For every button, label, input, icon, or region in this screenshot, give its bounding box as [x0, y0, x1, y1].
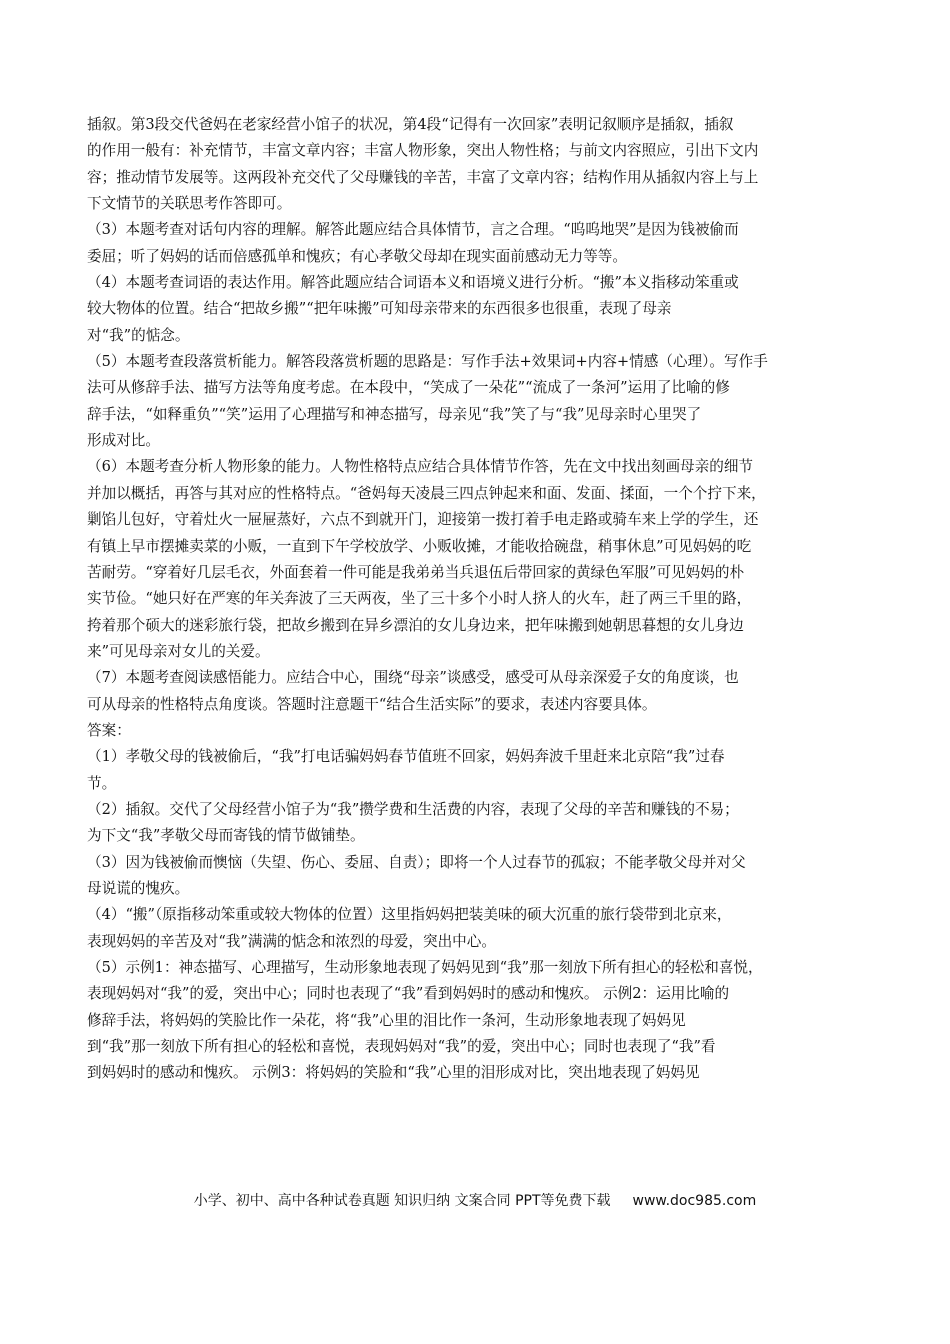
text-line: 来”可见母亲对女儿的关爱。 — [87, 642, 270, 660]
text-line: 容；推动情节发展等。这两段补充交代了父母赚钱的辛苦，丰富了文章内容；结构作用从插叙内容上与上 — [87, 168, 759, 186]
text-line: （7）本题考查阅读感悟能力。应结合中心，围绕“母亲”谈感受，感受可从母亲深爱子女的角度谈，也 — [87, 669, 739, 687]
text-line: （3）本题考查对话句内容的理解。解答此题应结合具体情节，言之合理。“呜呜地哭”是因为钱被偷而 — [87, 221, 739, 239]
text-line: 的作用一般有：补充情节，丰富文章内容；丰富人物形象，突出人物性格；与前文内容照应，引出下文内 — [87, 142, 759, 160]
text-line: 答案： — [87, 721, 131, 739]
text-line: 并加以概括，再答与其对应的性格特点。“爸妈每天凌晨三四点钟起来和面、发面、揉面，一个个拧下来， — [87, 484, 766, 502]
footer-text: 小学、初中、高中各种试卷真题 知识归纳 文案合同 PPT等免费下载 — [193, 1193, 611, 1209]
text-line: （4）本题考查词语的表达作用。解答此题应结合词语本义和语境义进行分析。“搬”本义指移动笨重或 — [87, 274, 739, 292]
text-line: 对“我”的惦念。 — [87, 326, 190, 344]
text-line: 形成对比。 — [87, 432, 160, 450]
text-line: 苦耐劳。“穿着好几层毛衣，外面套着一件可能是我弟弟当兵退伍后带回家的黄绿色军服”可见妈妈的朴 — [87, 563, 745, 581]
text-line: 为下文“我”孝敬父母而寄钱的情节做铺垫。 — [87, 827, 365, 845]
text-line: 可从母亲的性格特点角度谈。答题时注意题干“结合生活实际”的要求，表述内容要具体。 — [87, 695, 657, 713]
text-line: 插叙。第3段交代爸妈在老家经营小馆子的状况，第4段“记得有一次回家”表明记叙顺序是插叙，插叙 — [87, 116, 734, 133]
text-line: （3）因为钱被偷而懊恼（失望、伤心、委屈、自责）；即将一个人过春节的孤寂；不能孝敬父母并对父 — [87, 853, 746, 871]
text-line: 节。 — [87, 774, 117, 792]
text-line: （6）本题考查分析人物形象的能力。人物性格特点应结合具体情节作答，先在文中找出刻画母亲的细节 — [87, 458, 754, 476]
text-line: 实节俭。“她只好在严寒的年关奔波了三天两夜，坐了三十多个小时人挤人的火车，赶了两三千里的路， — [87, 590, 752, 608]
document-body — [87, 112, 867, 1087]
text-line: 表现妈妈对“我”的爱，突出中心；同时也表现了“我”看到妈妈时的感动和愧疚。 示例2：运用比喻的 — [87, 985, 730, 1003]
text-line: 有镇上早市摆摊卖菜的小贩，一直到下午学校放学、小贩收摊，才能收拾碗盘，稍事休息”可见妈妈的吃 — [87, 537, 752, 555]
text-line: 辞手法，“如释重负”“笑”运用了心理描写和神态描写，母亲见“我”笑了与“我”见母亲时心里哭了 — [87, 405, 702, 423]
text-line: 较大物体的位置。结合“把故乡搬”“把年味搬”可知母亲带来的东西很多也很重，表现了母亲 — [87, 300, 672, 318]
text-line: 下文情节的关联思考作答即可。 — [87, 195, 292, 213]
text-line: 表现妈妈的辛苦及对“我”满满的惦念和浓烈的母爱，突出中心。 — [87, 932, 496, 950]
text-line: （5）本题考查段落赏析能力。解答段落赏析题的思路是：写作手法+效果词+内容+情感（心理）。写作手 — [87, 353, 768, 371]
text-line: 委屈；听了妈妈的话而倍感孤单和愧疚；有心孝敬父母却在现实面前感动无力等等。 — [87, 247, 627, 265]
text-line: （5）示例1：神态描写、心理描写，生动形象地表现了妈妈见到“我”那一刻放下所有担心的轻松和喜悦， — [87, 959, 763, 976]
text-line: 剿馅儿包好，守着灶火一屉屉蒸好，六点不到就开门，迎接第一拨打着手电走路或骑车来上学的学生，还 — [87, 511, 759, 529]
text-line: 挎着那个硕大的迷彩旅行袋，把故乡搬到在异乡漂泊的女儿身边来，把年味搬到她朝思暮想的女儿身边 — [87, 616, 744, 634]
text-line: 法可从修辞手法、描写方法等角度考虑。在本段中，“笑成了一朵花”“流成了一条河”运用了比喻的修 — [87, 379, 730, 397]
text-line: 修辞手法，将妈妈的笑脸比作一朵花，将“我”心里的泪比作一条河，生动形象地表现了妈妈见 — [87, 1011, 686, 1029]
text-line: （2）插叙。交代了父母经营小馆子为“我”攒学费和生活费的内容，表现了父母的辛苦和赚钱的不易； — [87, 800, 739, 818]
text-line: 到“我”那一刻放下所有担心的轻松和喜悦，表现妈妈对“我”的爱，突出中心；同时也表现了“我”看 — [87, 1038, 716, 1056]
footer-website: www.doc985.com — [632, 1193, 757, 1209]
page-footer — [0, 1190, 950, 1210]
text-line: 母说谎的愧疚。 — [87, 879, 190, 897]
text-line: 到妈妈时的感动和愧疚。 示例3：将妈妈的笑脸和“我”心里的泪形成对比，突出地表现了妈妈见 — [87, 1064, 700, 1082]
text-line: （1）孝敬父母的钱被偷后，“我”打电话骗妈妈春节值班不回家，妈妈奔波千里赶来北京陪“我”过春 — [87, 748, 725, 766]
text-line: （4）“搬”（原指移动笨重或较大物体的位置）这里指妈妈把装美味的硕大沉重的旅行袋带到北京来， — [87, 906, 732, 924]
